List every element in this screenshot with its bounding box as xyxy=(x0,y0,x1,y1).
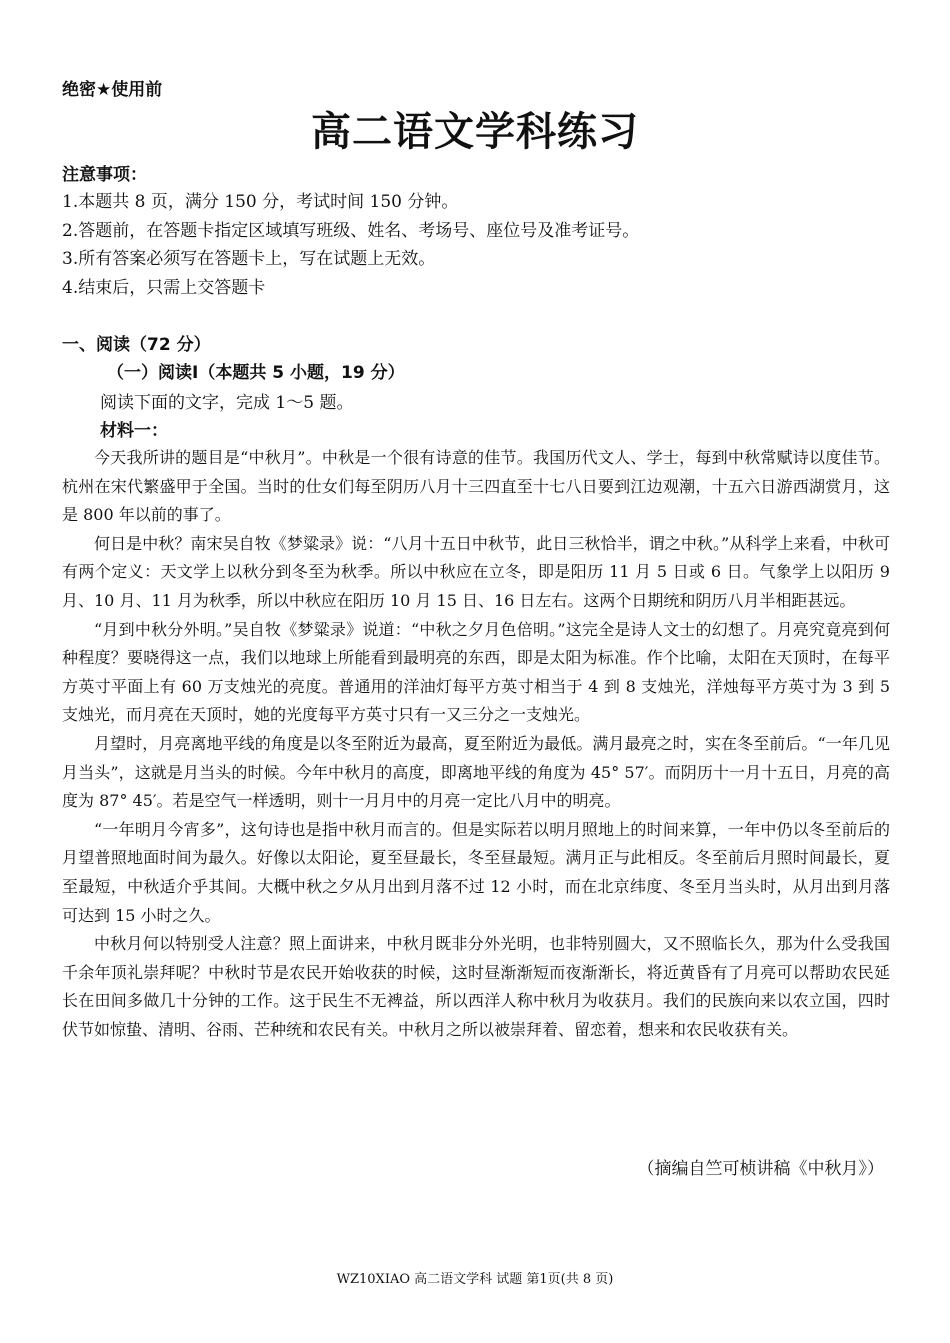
article-body xyxy=(62,444,890,1044)
section-heading: 一、阅读（72 分） xyxy=(62,335,211,355)
page-footer: WZ10XIAO 高二语文学科 试题 第1页(共 8 页) xyxy=(336,1272,614,1287)
notice-list xyxy=(62,188,902,302)
article-paragraph: 中秋月何以特别受人注意？照上面讲来，中秋月既非分外光明，也非特别圆大，又不照临长久，那为什么受我国千余年顶礼崇拜呢？中秋时节是农民开始收获的时候，这时昼渐渐短而夜渐渐长，将近黄昏有了月亮可以帮助农民延长在田间多做几十分钟的工作。这于民生不无裨益，所以西洋人称中秋月为收获月。我们的民族向来以农立国，四时伏节如惊蛰、清明、谷雨、芒种统和农民有关。中秋月之所以被崇拜着、留恋着，想来和农民收获有关。 xyxy=(62,934,890,1039)
notice-heading: 注意事项： xyxy=(62,165,147,185)
notice-item: 3.所有答案必须写在答题卡上，写在试题上无效。 xyxy=(62,249,436,269)
notice-item: 2.答题前，在答题卡指定区域填写班级、姓名、考场号、座位号及准考证号。 xyxy=(62,220,640,241)
article-paragraph: “月到中秋分外明。”吴自牧《梦粱录》说道：“中秋之夕月色倍明。”这完全是诗人文士的幻想了。月亮究竟亮到何种程度？要晓得这一点，我们以地球上所能看到最明亮的东西，即是太阳为标准。作个比喻，太阳在天顶时，在每平方英寸平面上有 60 万支烛光的亮度。普通用的洋油灯每平方英寸相当于 4 到 8 支烛光，洋烛每平方英寸为 3 到 5 支烛光，而月亮在天顶时，她的光度每平方英寸只有一又三分之一支烛光。 xyxy=(62,619,890,725)
article-source: （摘编自竺可桢讲稿《中秋月》） xyxy=(637,1159,884,1179)
article-paragraph: 今天我所讲的题目是“中秋月”。中秋是一个很有诗意的佳节。我国历代文人、学士，每到中秋常赋诗以度佳节。杭州在宋代繁盛甲于全国。当时的仕女们每至阴历八月十三四直至十七八日要到江边观潮，十五六日游西湖赏月，这是 800 年以前的事了。 xyxy=(62,448,890,525)
article-paragraph: “一年明月今宵多”，这句诗也是指中秋月而言的。但是实际若以明月照地上的时间来算，一年中仍以冬至前后的月望普照地面时间为最久。好像以太阳论，夏至昼最长，冬至昼最短。满月正与此相反。冬至前后月照时间最长，夏至最短，中秋适介乎其间。大概中秋之夕从月出到月落不过 12 小时，而在北京纬度、冬至月当头时，从月出到月落可达到 15 小时之久。 xyxy=(62,819,890,925)
material-label: 材料一： xyxy=(100,421,168,441)
subsection-heading: （一）阅读Ⅰ（本题共 5 小题，19 分） xyxy=(107,363,405,383)
secret-label: 绝密★使用前 xyxy=(62,80,163,100)
article-paragraph: 月望时，月亮离地平线的角度是以冬至附近为最高，夏至附近为最低。满月最亮之时，实在冬至前后。“一年几见月当头”，这就是月当头的时候。今年中秋月的高度，即离地平线的角度为 45° 57′。而阴历十一月十五日，月亮的高度为 87° 45′。若是空气一样透明，则十一月月中的月亮一定比八月中的明亮。 xyxy=(62,733,890,811)
page-title: 高二语文学科练习 xyxy=(311,108,639,155)
reading-instruction: 阅读下面的文字，完成 1～5 题。 xyxy=(100,393,354,413)
article-paragraph: 何日是中秋？南宋吴自牧《梦粱录》说：“八月十五日中秋节，此日三秋恰半，谓之中秋。”从科学上来看，中秋可有两个定义：天文学上以秋分到冬至为秋季。所以中秋应在立冬，即是阳历 11 月 5 日或 6 日。气象学上以阳历 9 月、10 月、11 月为秋季，所以中秋应在阳历 10 月 15 日、16 日左右。这两个日期统和阴历八月半相距甚远。 xyxy=(62,533,890,610)
notice-item: 1.本题共 8 页，满分 150 分，考试时间 150 分钟。 xyxy=(62,192,459,212)
notice-item: 4.结束后，只需上交答题卡 xyxy=(62,277,266,298)
